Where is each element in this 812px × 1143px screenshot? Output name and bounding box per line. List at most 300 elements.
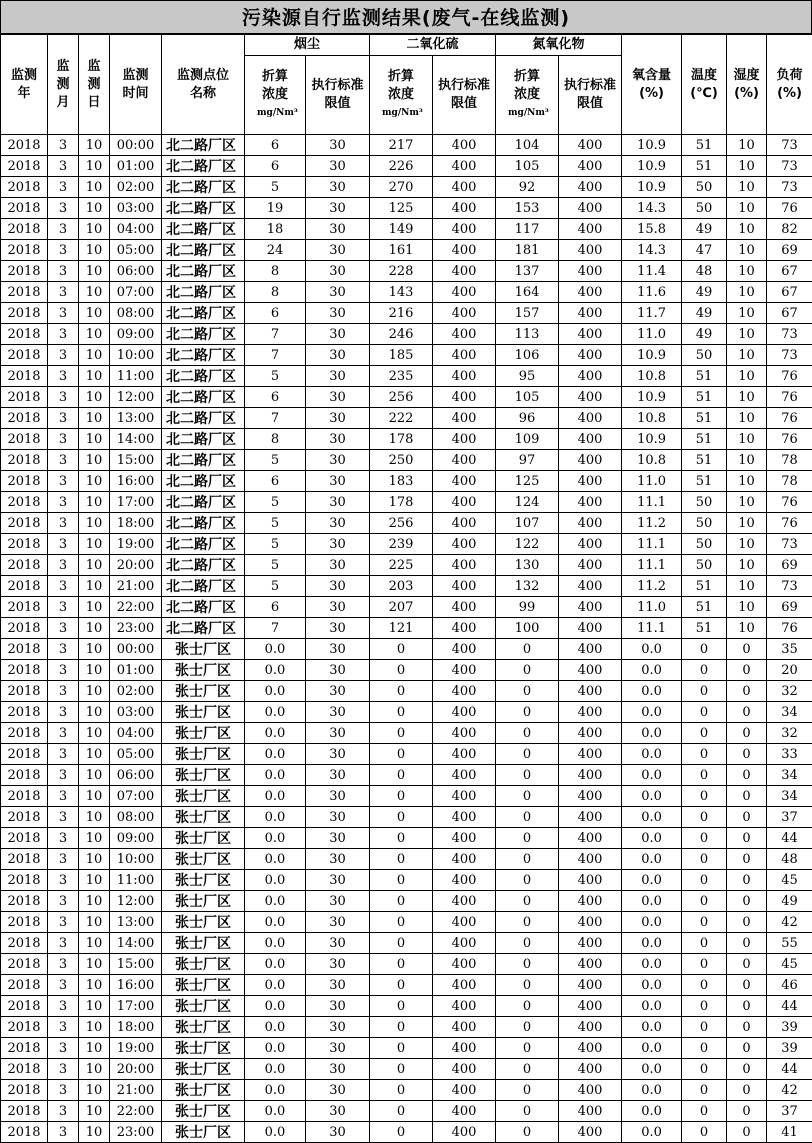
table-body	[1, 135, 812, 1143]
cell-temp: 0	[682, 639, 727, 660]
table-row	[1, 177, 812, 198]
cell-humidity: 0	[727, 807, 767, 828]
cell-nox-conc: 0	[496, 786, 559, 807]
cell-time: 11:00	[110, 366, 162, 387]
cell-dust-conc: 6	[245, 387, 306, 408]
table-row	[1, 471, 812, 492]
cell-oxygen: 0.0	[622, 1101, 682, 1122]
cell-humidity: 0	[727, 660, 767, 681]
cell-humidity: 10	[727, 576, 767, 597]
cell-oxygen: 0.0	[622, 849, 682, 870]
cell-dust-conc: 0.0	[245, 912, 306, 933]
cell-load: 45	[767, 954, 812, 975]
cell-humidity: 10	[727, 492, 767, 513]
cell-year: 2018	[1, 597, 48, 618]
cell-so2-limit: 400	[433, 1101, 496, 1122]
table-row	[1, 723, 812, 744]
cell-temp: 0	[682, 1017, 727, 1038]
header-dust-limit: 执行标准限值	[306, 56, 370, 135]
cell-site: 张士厂区	[162, 1059, 245, 1080]
table-row	[1, 156, 812, 177]
cell-year: 2018	[1, 1017, 48, 1038]
cell-dust-limit: 30	[306, 618, 370, 639]
cell-humidity: 10	[727, 156, 767, 177]
cell-site: 北二路厂区	[162, 282, 245, 303]
cell-dust-limit: 30	[306, 744, 370, 765]
cell-oxygen: 0.0	[622, 639, 682, 660]
cell-dust-conc: 0.0	[245, 1122, 306, 1143]
table-row	[1, 240, 812, 261]
cell-load: 20	[767, 660, 812, 681]
cell-nox-conc: 0	[496, 765, 559, 786]
cell-year: 2018	[1, 1038, 48, 1059]
cell-nox-conc: 0	[496, 1017, 559, 1038]
cell-oxygen: 0.0	[622, 975, 682, 996]
cell-nox-conc: 0	[496, 1080, 559, 1101]
cell-dust-conc: 6	[245, 597, 306, 618]
cell-site: 北二路厂区	[162, 240, 245, 261]
cell-load: 67	[767, 303, 812, 324]
cell-so2-limit: 400	[433, 660, 496, 681]
cell-nox-conc: 96	[496, 408, 559, 429]
cell-month: 3	[48, 366, 79, 387]
cell-so2-conc: 239	[370, 534, 433, 555]
cell-nox-limit: 400	[559, 156, 622, 177]
cell-load: 69	[767, 240, 812, 261]
cell-so2-limit: 400	[433, 282, 496, 303]
cell-load: 34	[767, 702, 812, 723]
cell-dust-limit: 30	[306, 1101, 370, 1122]
cell-nox-limit: 400	[559, 639, 622, 660]
cell-day: 10	[79, 681, 110, 702]
cell-day: 10	[79, 807, 110, 828]
cell-year: 2018	[1, 1080, 48, 1101]
cell-oxygen: 14.3	[622, 240, 682, 261]
cell-dust-conc: 0.0	[245, 1017, 306, 1038]
cell-dust-limit: 30	[306, 996, 370, 1017]
cell-site: 张士厂区	[162, 1122, 245, 1143]
table-row	[1, 135, 812, 156]
cell-day: 10	[79, 492, 110, 513]
cell-so2-conc: 0	[370, 681, 433, 702]
cell-dust-limit: 30	[306, 387, 370, 408]
cell-oxygen: 0.0	[622, 954, 682, 975]
cell-dust-conc: 6	[245, 135, 306, 156]
cell-nox-limit: 400	[559, 471, 622, 492]
cell-load: 42	[767, 912, 812, 933]
cell-time: 07:00	[110, 786, 162, 807]
cell-year: 2018	[1, 366, 48, 387]
cell-so2-limit: 400	[433, 576, 496, 597]
cell-day: 10	[79, 975, 110, 996]
cell-dust-limit: 30	[306, 513, 370, 534]
cell-oxygen: 11.6	[622, 282, 682, 303]
cell-oxygen: 0.0	[622, 1017, 682, 1038]
cell-dust-conc: 0.0	[245, 786, 306, 807]
cell-so2-limit: 400	[433, 744, 496, 765]
cell-so2-conc: 178	[370, 429, 433, 450]
cell-month: 3	[48, 996, 79, 1017]
cell-oxygen: 0.0	[622, 660, 682, 681]
cell-time: 09:00	[110, 828, 162, 849]
header-nox-conc: 折算浓度 mg/Nm³	[496, 56, 559, 135]
cell-nox-limit: 400	[559, 807, 622, 828]
cell-so2-limit: 400	[433, 1122, 496, 1143]
cell-dust-limit: 30	[306, 408, 370, 429]
cell-nox-limit: 400	[559, 891, 622, 912]
cell-year: 2018	[1, 891, 48, 912]
cell-nox-conc: 132	[496, 576, 559, 597]
cell-site: 北二路厂区	[162, 450, 245, 471]
cell-humidity: 10	[727, 240, 767, 261]
cell-nox-limit: 400	[559, 492, 622, 513]
table-row	[1, 765, 812, 786]
cell-dust-limit: 30	[306, 135, 370, 156]
cell-load: 69	[767, 597, 812, 618]
cell-so2-conc: 0	[370, 1017, 433, 1038]
cell-humidity: 0	[727, 723, 767, 744]
cell-year: 2018	[1, 618, 48, 639]
cell-nox-limit: 400	[559, 366, 622, 387]
cell-humidity: 10	[727, 513, 767, 534]
cell-dust-conc: 5	[245, 366, 306, 387]
cell-oxygen: 10.9	[622, 177, 682, 198]
cell-temp: 50	[682, 492, 727, 513]
cell-so2-limit: 400	[433, 492, 496, 513]
cell-so2-limit: 400	[433, 513, 496, 534]
cell-year: 2018	[1, 240, 48, 261]
cell-temp: 0	[682, 849, 727, 870]
cell-day: 10	[79, 261, 110, 282]
cell-day: 10	[79, 954, 110, 975]
cell-day: 10	[79, 912, 110, 933]
cell-oxygen: 0.0	[622, 1059, 682, 1080]
cell-dust-conc: 0.0	[245, 723, 306, 744]
cell-month: 3	[48, 450, 79, 471]
cell-nox-conc: 0	[496, 639, 559, 660]
cell-time: 10:00	[110, 345, 162, 366]
cell-load: 48	[767, 849, 812, 870]
cell-time: 13:00	[110, 408, 162, 429]
cell-nox-conc: 0	[496, 849, 559, 870]
cell-month: 3	[48, 912, 79, 933]
cell-nox-conc: 164	[496, 282, 559, 303]
cell-nox-limit: 400	[559, 996, 622, 1017]
cell-humidity: 10	[727, 597, 767, 618]
cell-month: 3	[48, 471, 79, 492]
cell-site: 北二路厂区	[162, 303, 245, 324]
cell-nox-limit: 400	[559, 555, 622, 576]
cell-so2-limit: 400	[433, 996, 496, 1017]
cell-humidity: 10	[727, 135, 767, 156]
cell-humidity: 10	[727, 219, 767, 240]
cell-load: 76	[767, 513, 812, 534]
cell-temp: 51	[682, 366, 727, 387]
cell-site: 张士厂区	[162, 723, 245, 744]
cell-nox-limit: 400	[559, 870, 622, 891]
cell-so2-conc: 256	[370, 513, 433, 534]
cell-so2-conc: 178	[370, 492, 433, 513]
cell-day: 10	[79, 933, 110, 954]
cell-site: 北二路厂区	[162, 324, 245, 345]
cell-so2-limit: 400	[433, 429, 496, 450]
cell-so2-limit: 400	[433, 177, 496, 198]
cell-month: 3	[48, 765, 79, 786]
cell-month: 3	[48, 408, 79, 429]
cell-so2-limit: 400	[433, 471, 496, 492]
cell-so2-limit: 400	[433, 156, 496, 177]
table-row	[1, 1017, 812, 1038]
cell-year: 2018	[1, 408, 48, 429]
cell-nox-limit: 400	[559, 849, 622, 870]
cell-day: 10	[79, 849, 110, 870]
cell-time: 17:00	[110, 492, 162, 513]
cell-load: 73	[767, 177, 812, 198]
cell-dust-limit: 30	[306, 576, 370, 597]
cell-dust-limit: 30	[306, 870, 370, 891]
cell-day: 10	[79, 576, 110, 597]
cell-dust-limit: 30	[306, 702, 370, 723]
cell-oxygen: 10.9	[622, 135, 682, 156]
cell-humidity: 0	[727, 891, 767, 912]
cell-nox-limit: 400	[559, 1038, 622, 1059]
cell-dust-conc: 0.0	[245, 639, 306, 660]
cell-so2-limit: 400	[433, 240, 496, 261]
cell-year: 2018	[1, 954, 48, 975]
cell-temp: 51	[682, 597, 727, 618]
cell-nox-limit: 400	[559, 261, 622, 282]
cell-oxygen: 0.0	[622, 765, 682, 786]
cell-nox-conc: 0	[496, 933, 559, 954]
cell-so2-limit: 400	[433, 219, 496, 240]
cell-temp: 0	[682, 870, 727, 891]
cell-nox-conc: 0	[496, 1101, 559, 1122]
cell-time: 23:00	[110, 1122, 162, 1143]
table-row	[1, 534, 812, 555]
cell-nox-limit: 400	[559, 933, 622, 954]
cell-so2-conc: 0	[370, 1101, 433, 1122]
cell-oxygen: 0.0	[622, 723, 682, 744]
cell-day: 10	[79, 177, 110, 198]
cell-oxygen: 0.0	[622, 1038, 682, 1059]
cell-so2-limit: 400	[433, 849, 496, 870]
cell-so2-limit: 400	[433, 597, 496, 618]
cell-so2-limit: 400	[433, 870, 496, 891]
cell-humidity: 10	[727, 345, 767, 366]
cell-load: 78	[767, 471, 812, 492]
cell-dust-conc: 0.0	[245, 660, 306, 681]
cell-month: 3	[48, 534, 79, 555]
cell-month: 3	[48, 1101, 79, 1122]
cell-so2-limit: 400	[433, 1038, 496, 1059]
cell-temp: 49	[682, 303, 727, 324]
table-row	[1, 849, 812, 870]
cell-year: 2018	[1, 261, 48, 282]
cell-time: 05:00	[110, 744, 162, 765]
table-row	[1, 1059, 812, 1080]
cell-day: 10	[79, 366, 110, 387]
cell-year: 2018	[1, 849, 48, 870]
cell-day: 10	[79, 282, 110, 303]
cell-load: 37	[767, 807, 812, 828]
cell-oxygen: 10.9	[622, 156, 682, 177]
table-row	[1, 954, 812, 975]
cell-nox-conc: 153	[496, 198, 559, 219]
cell-dust-limit: 30	[306, 1080, 370, 1101]
cell-dust-limit: 30	[306, 1059, 370, 1080]
cell-so2-limit: 400	[433, 450, 496, 471]
cell-nox-limit: 400	[559, 702, 622, 723]
cell-oxygen: 0.0	[622, 807, 682, 828]
cell-so2-conc: 0	[370, 744, 433, 765]
cell-dust-conc: 0.0	[245, 807, 306, 828]
cell-dust-conc: 18	[245, 219, 306, 240]
cell-so2-conc: 0	[370, 870, 433, 891]
cell-so2-limit: 400	[433, 933, 496, 954]
cell-day: 10	[79, 828, 110, 849]
cell-site: 张士厂区	[162, 1101, 245, 1122]
cell-site: 北二路厂区	[162, 156, 245, 177]
cell-temp: 0	[682, 1038, 727, 1059]
cell-month: 3	[48, 1080, 79, 1101]
cell-nox-conc: 125	[496, 471, 559, 492]
cell-so2-conc: 0	[370, 1080, 433, 1101]
cell-humidity: 0	[727, 639, 767, 660]
cell-time: 15:00	[110, 450, 162, 471]
cell-year: 2018	[1, 807, 48, 828]
cell-dust-conc: 0.0	[245, 744, 306, 765]
cell-day: 10	[79, 660, 110, 681]
cell-dust-conc: 0.0	[245, 1038, 306, 1059]
cell-so2-conc: 203	[370, 576, 433, 597]
cell-nox-limit: 400	[559, 576, 622, 597]
cell-temp: 0	[682, 933, 727, 954]
cell-so2-conc: 270	[370, 177, 433, 198]
table-row	[1, 681, 812, 702]
cell-nox-conc: 181	[496, 240, 559, 261]
cell-temp: 51	[682, 156, 727, 177]
cell-nox-limit: 400	[559, 303, 622, 324]
cell-humidity: 10	[727, 366, 767, 387]
cell-time: 14:00	[110, 429, 162, 450]
cell-oxygen: 0.0	[622, 744, 682, 765]
cell-time: 18:00	[110, 513, 162, 534]
cell-nox-conc: 105	[496, 387, 559, 408]
cell-temp: 47	[682, 240, 727, 261]
cell-year: 2018	[1, 303, 48, 324]
cell-site: 北二路厂区	[162, 345, 245, 366]
cell-year: 2018	[1, 177, 48, 198]
cell-oxygen: 14.3	[622, 198, 682, 219]
cell-month: 3	[48, 975, 79, 996]
cell-oxygen: 11.4	[622, 261, 682, 282]
cell-day: 10	[79, 534, 110, 555]
cell-load: 76	[767, 492, 812, 513]
cell-so2-conc: 207	[370, 597, 433, 618]
cell-year: 2018	[1, 219, 48, 240]
cell-so2-limit: 400	[433, 702, 496, 723]
cell-temp: 51	[682, 450, 727, 471]
table-row	[1, 1101, 812, 1122]
cell-nox-conc: 122	[496, 534, 559, 555]
cell-nox-conc: 100	[496, 618, 559, 639]
cell-day: 10	[79, 618, 110, 639]
cell-month: 3	[48, 492, 79, 513]
cell-nox-limit: 400	[559, 408, 622, 429]
cell-nox-limit: 400	[559, 513, 622, 534]
cell-year: 2018	[1, 1101, 48, 1122]
cell-temp: 50	[682, 555, 727, 576]
cell-site: 张士厂区	[162, 702, 245, 723]
cell-day: 10	[79, 345, 110, 366]
cell-temp: 51	[682, 387, 727, 408]
cell-nox-limit: 400	[559, 618, 622, 639]
cell-humidity: 0	[727, 849, 767, 870]
cell-humidity: 0	[727, 996, 767, 1017]
cell-time: 04:00	[110, 723, 162, 744]
cell-so2-limit: 400	[433, 723, 496, 744]
cell-oxygen: 0.0	[622, 912, 682, 933]
cell-load: 76	[767, 408, 812, 429]
cell-site: 张士厂区	[162, 807, 245, 828]
cell-temp: 0	[682, 912, 727, 933]
cell-day: 10	[79, 450, 110, 471]
cell-oxygen: 10.8	[622, 408, 682, 429]
cell-month: 3	[48, 240, 79, 261]
cell-month: 3	[48, 1038, 79, 1059]
table-row	[1, 387, 812, 408]
table-row	[1, 702, 812, 723]
cell-nox-limit: 400	[559, 723, 622, 744]
cell-load: 55	[767, 933, 812, 954]
cell-nox-limit: 400	[559, 744, 622, 765]
cell-so2-conc: 0	[370, 1059, 433, 1080]
cell-nox-limit: 400	[559, 786, 622, 807]
cell-dust-limit: 30	[306, 156, 370, 177]
cell-time: 20:00	[110, 1059, 162, 1080]
cell-month: 3	[48, 723, 79, 744]
cell-so2-conc: 0	[370, 849, 433, 870]
cell-dust-limit: 30	[306, 240, 370, 261]
cell-nox-conc: 113	[496, 324, 559, 345]
header-time: 监测时间	[110, 35, 162, 135]
cell-site: 张士厂区	[162, 1080, 245, 1101]
cell-so2-limit: 400	[433, 807, 496, 828]
table-row	[1, 618, 812, 639]
cell-nox-limit: 400	[559, 282, 622, 303]
cell-temp: 0	[682, 744, 727, 765]
cell-nox-conc: 0	[496, 912, 559, 933]
cell-site: 北二路厂区	[162, 555, 245, 576]
cell-nox-limit: 400	[559, 450, 622, 471]
cell-temp: 49	[682, 219, 727, 240]
cell-day: 10	[79, 387, 110, 408]
table-header	[1, 35, 812, 135]
cell-time: 06:00	[110, 261, 162, 282]
cell-temp: 50	[682, 177, 727, 198]
cell-day: 10	[79, 891, 110, 912]
cell-load: 78	[767, 450, 812, 471]
cell-year: 2018	[1, 513, 48, 534]
cell-load: 34	[767, 765, 812, 786]
cell-year: 2018	[1, 702, 48, 723]
cell-so2-conc: 0	[370, 933, 433, 954]
cell-humidity: 0	[727, 912, 767, 933]
cell-so2-conc: 0	[370, 828, 433, 849]
cell-day: 10	[79, 135, 110, 156]
cell-nox-conc: 0	[496, 870, 559, 891]
cell-month: 3	[48, 513, 79, 534]
